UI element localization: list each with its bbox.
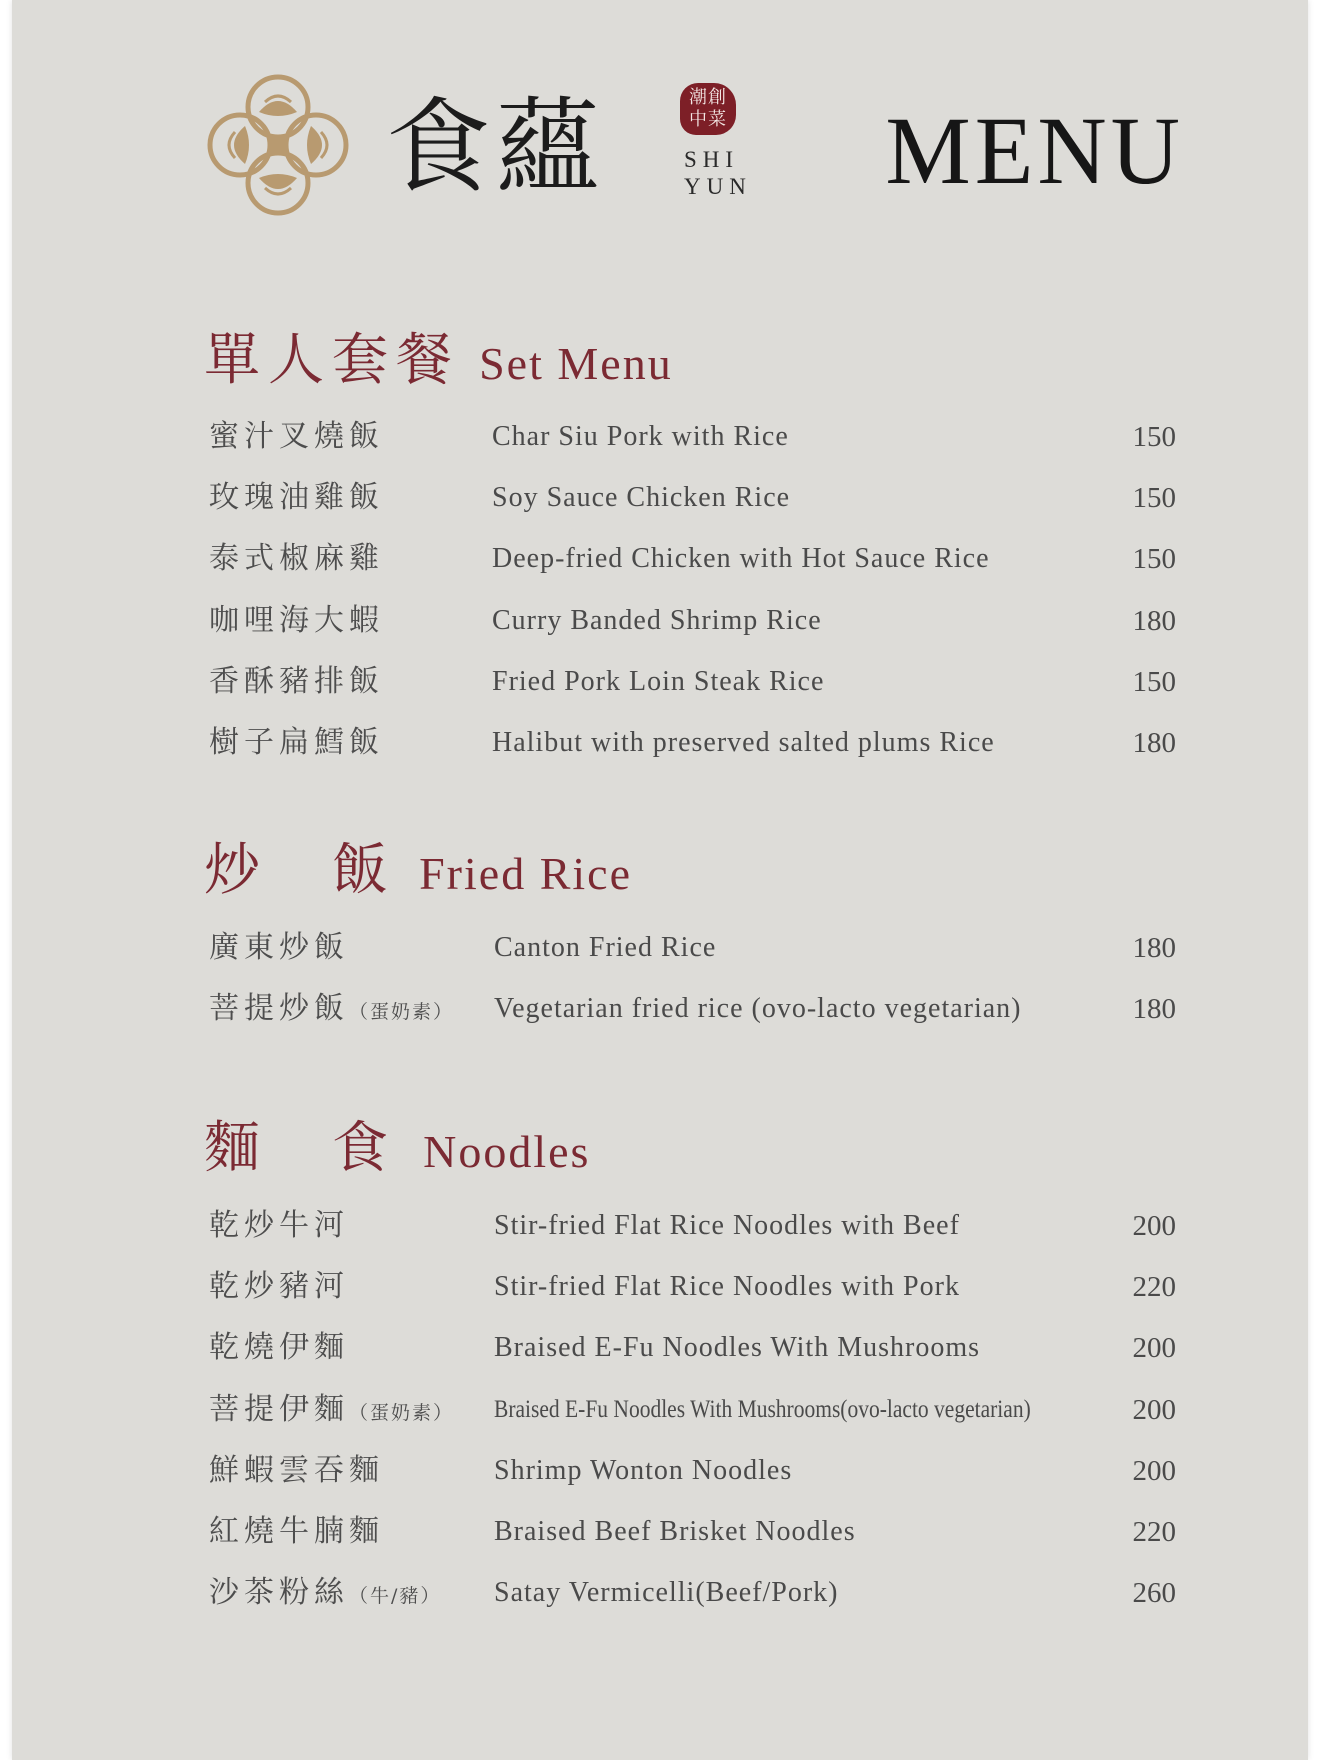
menu-page [12, 0, 1308, 1760]
section-heading-fried-rice [204, 826, 632, 906]
dish-name-chinese [209, 1567, 441, 1622]
menu-item-row [12, 411, 1308, 463]
dish-price: 220 [1132, 1516, 1176, 1548]
dish-name-chinese [209, 1261, 349, 1313]
dish-name-english: Deep-fried Chicken with Hot Sauce Rice [492, 543, 990, 575]
menu-item-row [12, 1567, 1308, 1619]
dish-price: 200 [1132, 1393, 1176, 1426]
section-title-english: Fried Rice [419, 848, 632, 899]
dish-name-chinese-text: 乾炒牛河 [209, 1208, 349, 1243]
menu-item-row [12, 656, 1308, 708]
dish-price: 180 [1132, 604, 1176, 637]
dish-name-chinese [209, 472, 384, 524]
dish-name-chinese-text: 樹子扁鱈飯 [209, 725, 384, 760]
menu-item-row [12, 472, 1308, 524]
menu-item-row [12, 533, 1308, 585]
dish-name-english: Fried Pork Loin Steak Rice [492, 665, 825, 697]
dish-name-chinese [209, 717, 384, 769]
dish-name-chinese [209, 656, 384, 708]
dish-name-chinese [209, 922, 349, 974]
section-title-chinese: 麵 食 [204, 1116, 396, 1181]
dish-name-chinese [209, 411, 384, 463]
dish-price: 200 [1132, 1210, 1176, 1242]
red-seal-stamp: 潮創中菜 [680, 83, 736, 135]
dish-name-english: Halibut with preserved salted plums Rice [492, 727, 995, 758]
dish-name-chinese-text: 鮮蝦雲吞麵 [209, 1452, 384, 1488]
section-title-chinese: 炒 飯 [204, 838, 396, 903]
dish-name-english: Braised E-Fu Noodles With Mushrooms(ovo-lacto vegetarian) [494, 1395, 1031, 1423]
menu-item-row [12, 1506, 1308, 1558]
dish-name-english: Braised E-Fu Noodles With Mushrooms [494, 1332, 981, 1364]
dish-name-chinese-text: 菩提伊麵 [209, 1391, 349, 1427]
dish-price: 180 [1132, 932, 1176, 964]
dish-price: 150 [1132, 482, 1176, 515]
dish-price: 200 [1132, 1332, 1176, 1365]
dish-price: 150 [1132, 665, 1176, 698]
dish-price: 260 [1132, 1577, 1176, 1610]
dish-name-chinese-text: 沙茶粉絲 [209, 1575, 349, 1611]
section-title-chinese: 單人套餐 [204, 328, 460, 393]
menu-item-row [12, 922, 1308, 974]
dish-name-chinese [209, 983, 454, 1038]
flower-logo-icon [207, 74, 349, 216]
menu-item-row [12, 1384, 1308, 1436]
menu-item-row [12, 1200, 1308, 1252]
brand-name-chinese: 食蘊 [386, 86, 607, 208]
dish-price: 150 [1132, 421, 1176, 453]
menu-header [12, 0, 1308, 240]
dish-name-english: Stir-fried Flat Rice Noodles with Pork [494, 1271, 960, 1303]
dish-diet-note: （蛋奶素） [349, 1001, 455, 1024]
dish-price: 180 [1132, 727, 1176, 759]
dish-name-chinese [209, 595, 384, 647]
dish-name-chinese-text: 乾燒伊麵 [209, 1330, 349, 1366]
dish-name-english: Char Siu Pork with Rice [492, 421, 789, 452]
dish-price: 180 [1132, 993, 1176, 1026]
menu-item-row [12, 595, 1308, 647]
dish-name-english: Braised Beef Brisket Noodles [494, 1516, 856, 1547]
section-heading-noodles [204, 1104, 590, 1184]
dish-diet-note: （牛/豬） [349, 1585, 442, 1608]
dish-name-english: Curry Banded Shrimp Rice [492, 604, 822, 636]
dish-name-english: Shrimp Wonton Noodles [494, 1454, 793, 1486]
dish-name-chinese [209, 1506, 384, 1558]
dish-diet-note: （蛋奶素） [349, 1401, 455, 1424]
dish-name-chinese [209, 1384, 454, 1439]
section-heading-set-menu [204, 316, 673, 396]
dish-price: 220 [1132, 1271, 1176, 1304]
dish-name-chinese-text: 玫瑰油雞飯 [209, 480, 384, 516]
dish-price: 200 [1132, 1454, 1176, 1487]
brand-en-line-1: SHI [684, 147, 740, 172]
dish-name-english: Soy Sauce Chicken Rice [492, 482, 791, 514]
section-title-english: Noodles [423, 1126, 591, 1177]
dish-name-english: Satay Vermicelli(Beef/Pork) [494, 1577, 839, 1609]
menu-title: MENU [885, 97, 1184, 204]
dish-name-chinese-text: 菩提炒飯 [209, 991, 349, 1027]
dish-name-chinese-text: 咖哩海大蝦 [209, 602, 384, 638]
dish-name-english: Canton Fried Rice [494, 932, 717, 963]
brand-en-line-2: YUN [684, 174, 752, 199]
brand-name-english [684, 146, 774, 200]
dish-name-chinese [209, 1322, 349, 1374]
menu-item-row [12, 1261, 1308, 1313]
dish-name-chinese [209, 1445, 384, 1497]
menu-item-row [12, 717, 1308, 769]
dish-name-chinese-text: 紅燒牛腩麵 [209, 1514, 384, 1549]
dish-price: 150 [1132, 543, 1176, 576]
dish-name-english: Stir-fried Flat Rice Noodles with Beef [494, 1210, 960, 1241]
menu-item-row [12, 1322, 1308, 1374]
dish-name-chinese-text: 蜜汁叉燒飯 [209, 419, 384, 454]
menu-item-row [12, 1445, 1308, 1497]
dish-name-chinese-text: 廣東炒飯 [209, 930, 349, 965]
dish-name-chinese [209, 533, 384, 585]
dish-name-chinese-text: 乾炒豬河 [209, 1269, 349, 1305]
dish-name-chinese-text: 香酥豬排飯 [209, 663, 384, 699]
dish-name-chinese-text: 泰式椒麻雞 [209, 541, 384, 577]
dish-name-chinese [209, 1200, 349, 1252]
menu-item-row [12, 983, 1308, 1035]
section-title-english: Set Menu [479, 338, 673, 389]
dish-name-english: Vegetarian fried rice (ovo-lacto vegetarian) [494, 993, 1022, 1025]
